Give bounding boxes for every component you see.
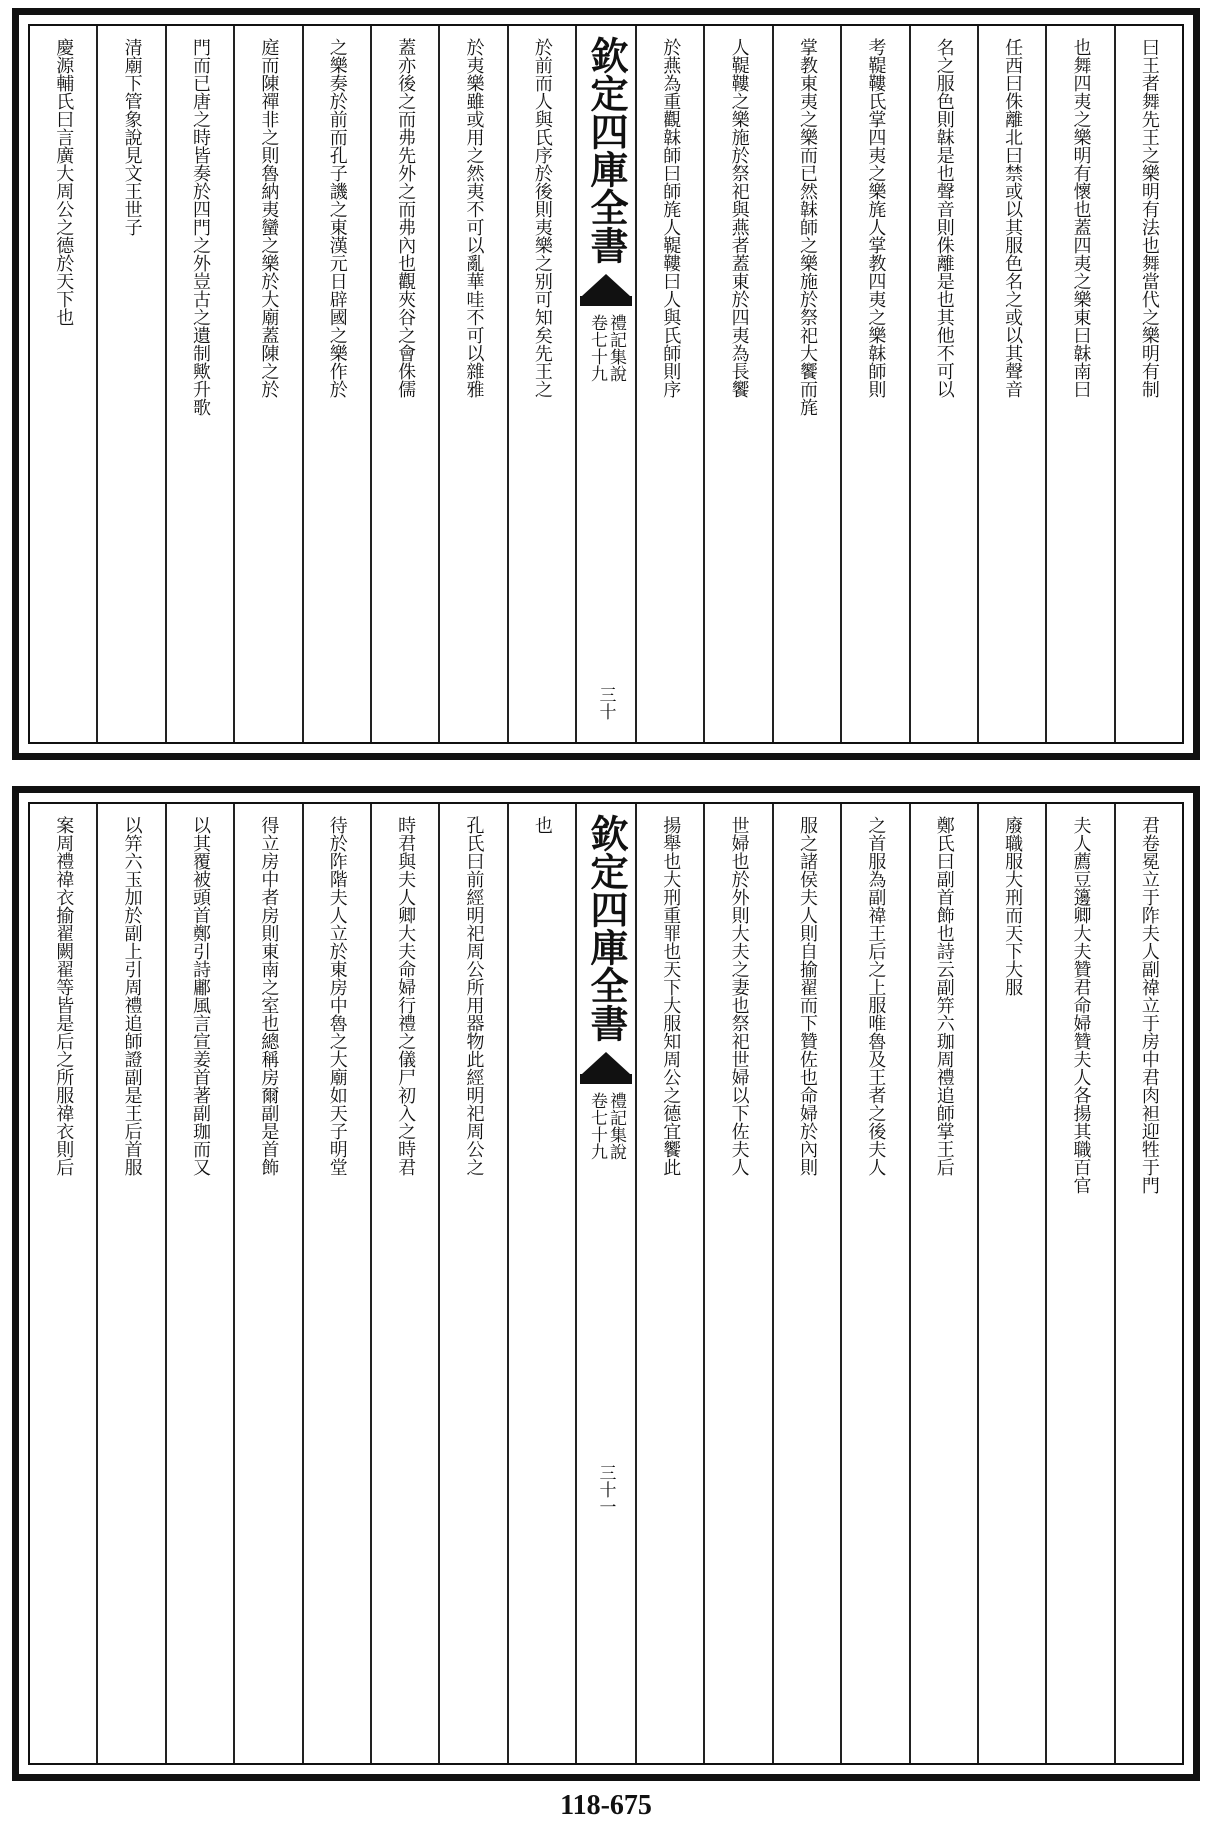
text-column [1114,804,1182,1763]
text-column [840,26,908,742]
text-column [302,804,370,1763]
column-text: 得立房中者房則東南之室也總稱房爾副是首飾 [258,816,280,1176]
column-text: 慶源輔氏曰言廣大周公之德於天下也 [53,38,75,326]
column-text: 於夷樂雖或用之然夷不可以亂華哇不可以雜雅 [463,38,485,398]
column-text: 也 [531,816,553,834]
column-text: 也舞四夷之樂明有懷也蓋四夷之樂東曰韎南曰 [1070,38,1092,398]
text-column [772,804,840,1763]
text-column [507,804,575,1763]
column-text: 揚舉也大刑重罪也天下大服知周公之德宜饗此 [660,816,682,1176]
column-text: 孔氏曰前經明祀周公所用器物此經明祀周公之 [463,816,485,1176]
column-text: 待於阼階夫人立於東房中魯之大廟如天子明堂 [326,816,348,1176]
column-text: 清廟下管象說見文王世子 [121,38,143,236]
chapter-volume: 卷七十九 [587,1092,607,1160]
panel-inner-border [28,24,1184,744]
column-text: 於前而人與氏序於後則夷樂之别可知矣先王之 [531,38,553,398]
column-text: 廢職服大刑而天下大服 [1002,816,1024,996]
fish-tail-bar [580,296,632,306]
chapter-label [588,314,624,382]
column-text: 服之諸侯夫人則自揄翟而下贊佐也命婦於內則 [796,816,818,1176]
column-text: 世婦也於外則大夫之妻也祭祀世婦以下佐夫人 [728,816,750,1176]
column-text: 人鞮鞻之樂施於祭祀與燕者蓋東於四夷為長饗 [728,38,750,398]
text-column [1045,26,1113,742]
text-column [1114,26,1182,742]
column-text: 掌教東夷之樂而已然韎師之樂施於祭祀大饗而旄 [796,38,818,416]
text-column [96,804,164,1763]
fish-tail-mark [582,274,630,296]
column-text: 時君與夫人卿大夫命婦行禮之儀尸初入之時君 [395,816,417,1176]
center-strip [575,804,635,1763]
column-text: 庭而陳禪非之則魯納夷蠻之樂於大廟蓋陳之於 [258,38,280,398]
chapter-title: 禮記集說 [606,1092,626,1160]
page-panel-top [12,8,1200,760]
text-column [438,804,506,1763]
center-strip [575,26,635,742]
panel-inner-border [28,802,1184,1765]
chapter-volume: 卷七十九 [587,314,607,382]
text-column [635,26,703,742]
column-text: 考鞮鞻氏掌四夷之樂旄人掌教四夷之樂韎師則 [865,38,887,398]
column-text: 曰王者舞先王之樂明有法也舞當代之樂明有制 [1138,38,1160,398]
column-text: 蓋亦後之而弗先外之而弗內也觀夾谷之會侏儒 [395,38,417,398]
folio-number: 三十 [595,686,616,720]
book-title: 欽定四庫全書 [584,36,629,264]
column-text: 名之服色則韎是也聲音則侏離是也其他不可以 [933,38,955,398]
text-columns [30,26,1182,742]
text-column [909,804,977,1763]
column-text: 於燕為重觀韎師曰師旄人鞮鞻曰人與氏師則序 [660,38,682,398]
column-text: 夫人薦豆籩卿大夫贊君命婦贊夫人各揚其職百官 [1070,816,1092,1194]
chapter-label [588,1092,624,1160]
column-text: 案周禮禕衣揄翟闕翟等皆是后之所服禕衣則后 [53,816,75,1176]
text-column [233,26,301,742]
text-column [977,804,1045,1763]
text-column [635,804,703,1763]
text-column [370,26,438,742]
column-text: 門而已唐之時皆奏於四門之外豈古之遺制歟升歌 [189,38,211,416]
column-text: 君卷冕立于阼夫人副禕立于房中君肉袒迎牲于門 [1138,816,1160,1194]
text-column [302,26,370,742]
book-title: 欽定四庫全書 [584,814,629,1042]
text-columns [30,804,1182,1763]
column-text: 之樂奏於前而孔子譏之東漢元日辟國之樂作於 [326,38,348,398]
text-column [507,26,575,742]
text-column [165,804,233,1763]
text-column [909,26,977,742]
text-column [840,804,908,1763]
text-column [703,804,771,1763]
folio-number: 三十一 [595,1464,616,1515]
column-text: 以笄六玉加於副上引周禮追師證副是王后首服 [121,816,143,1176]
text-column [772,26,840,742]
column-text: 鄭氏曰副首飾也詩云副笄六珈周禮追師掌王后 [933,816,955,1176]
text-column [30,804,96,1763]
text-column [370,804,438,1763]
page-number-footer: 118-675 [560,1790,652,1821]
text-column [438,26,506,742]
page-panel-bottom [12,786,1200,1781]
text-column [30,26,96,742]
column-text: 之首服為副禕王后之上服唯魯及王者之後夫人 [865,816,887,1176]
text-column [977,26,1045,742]
text-column [165,26,233,742]
column-text: 以其覆被頭首鄭引詩鄘風言宣姜首著副珈而又 [189,816,211,1176]
text-column [96,26,164,742]
text-column [1045,804,1113,1763]
fish-tail-bar [580,1074,632,1084]
text-column [233,804,301,1763]
column-text: 任西曰侏離北曰禁或以其服色名之或以其聲音 [1002,38,1024,398]
chapter-title: 禮記集說 [606,314,626,382]
fish-tail-mark [582,1052,630,1074]
text-column [703,26,771,742]
